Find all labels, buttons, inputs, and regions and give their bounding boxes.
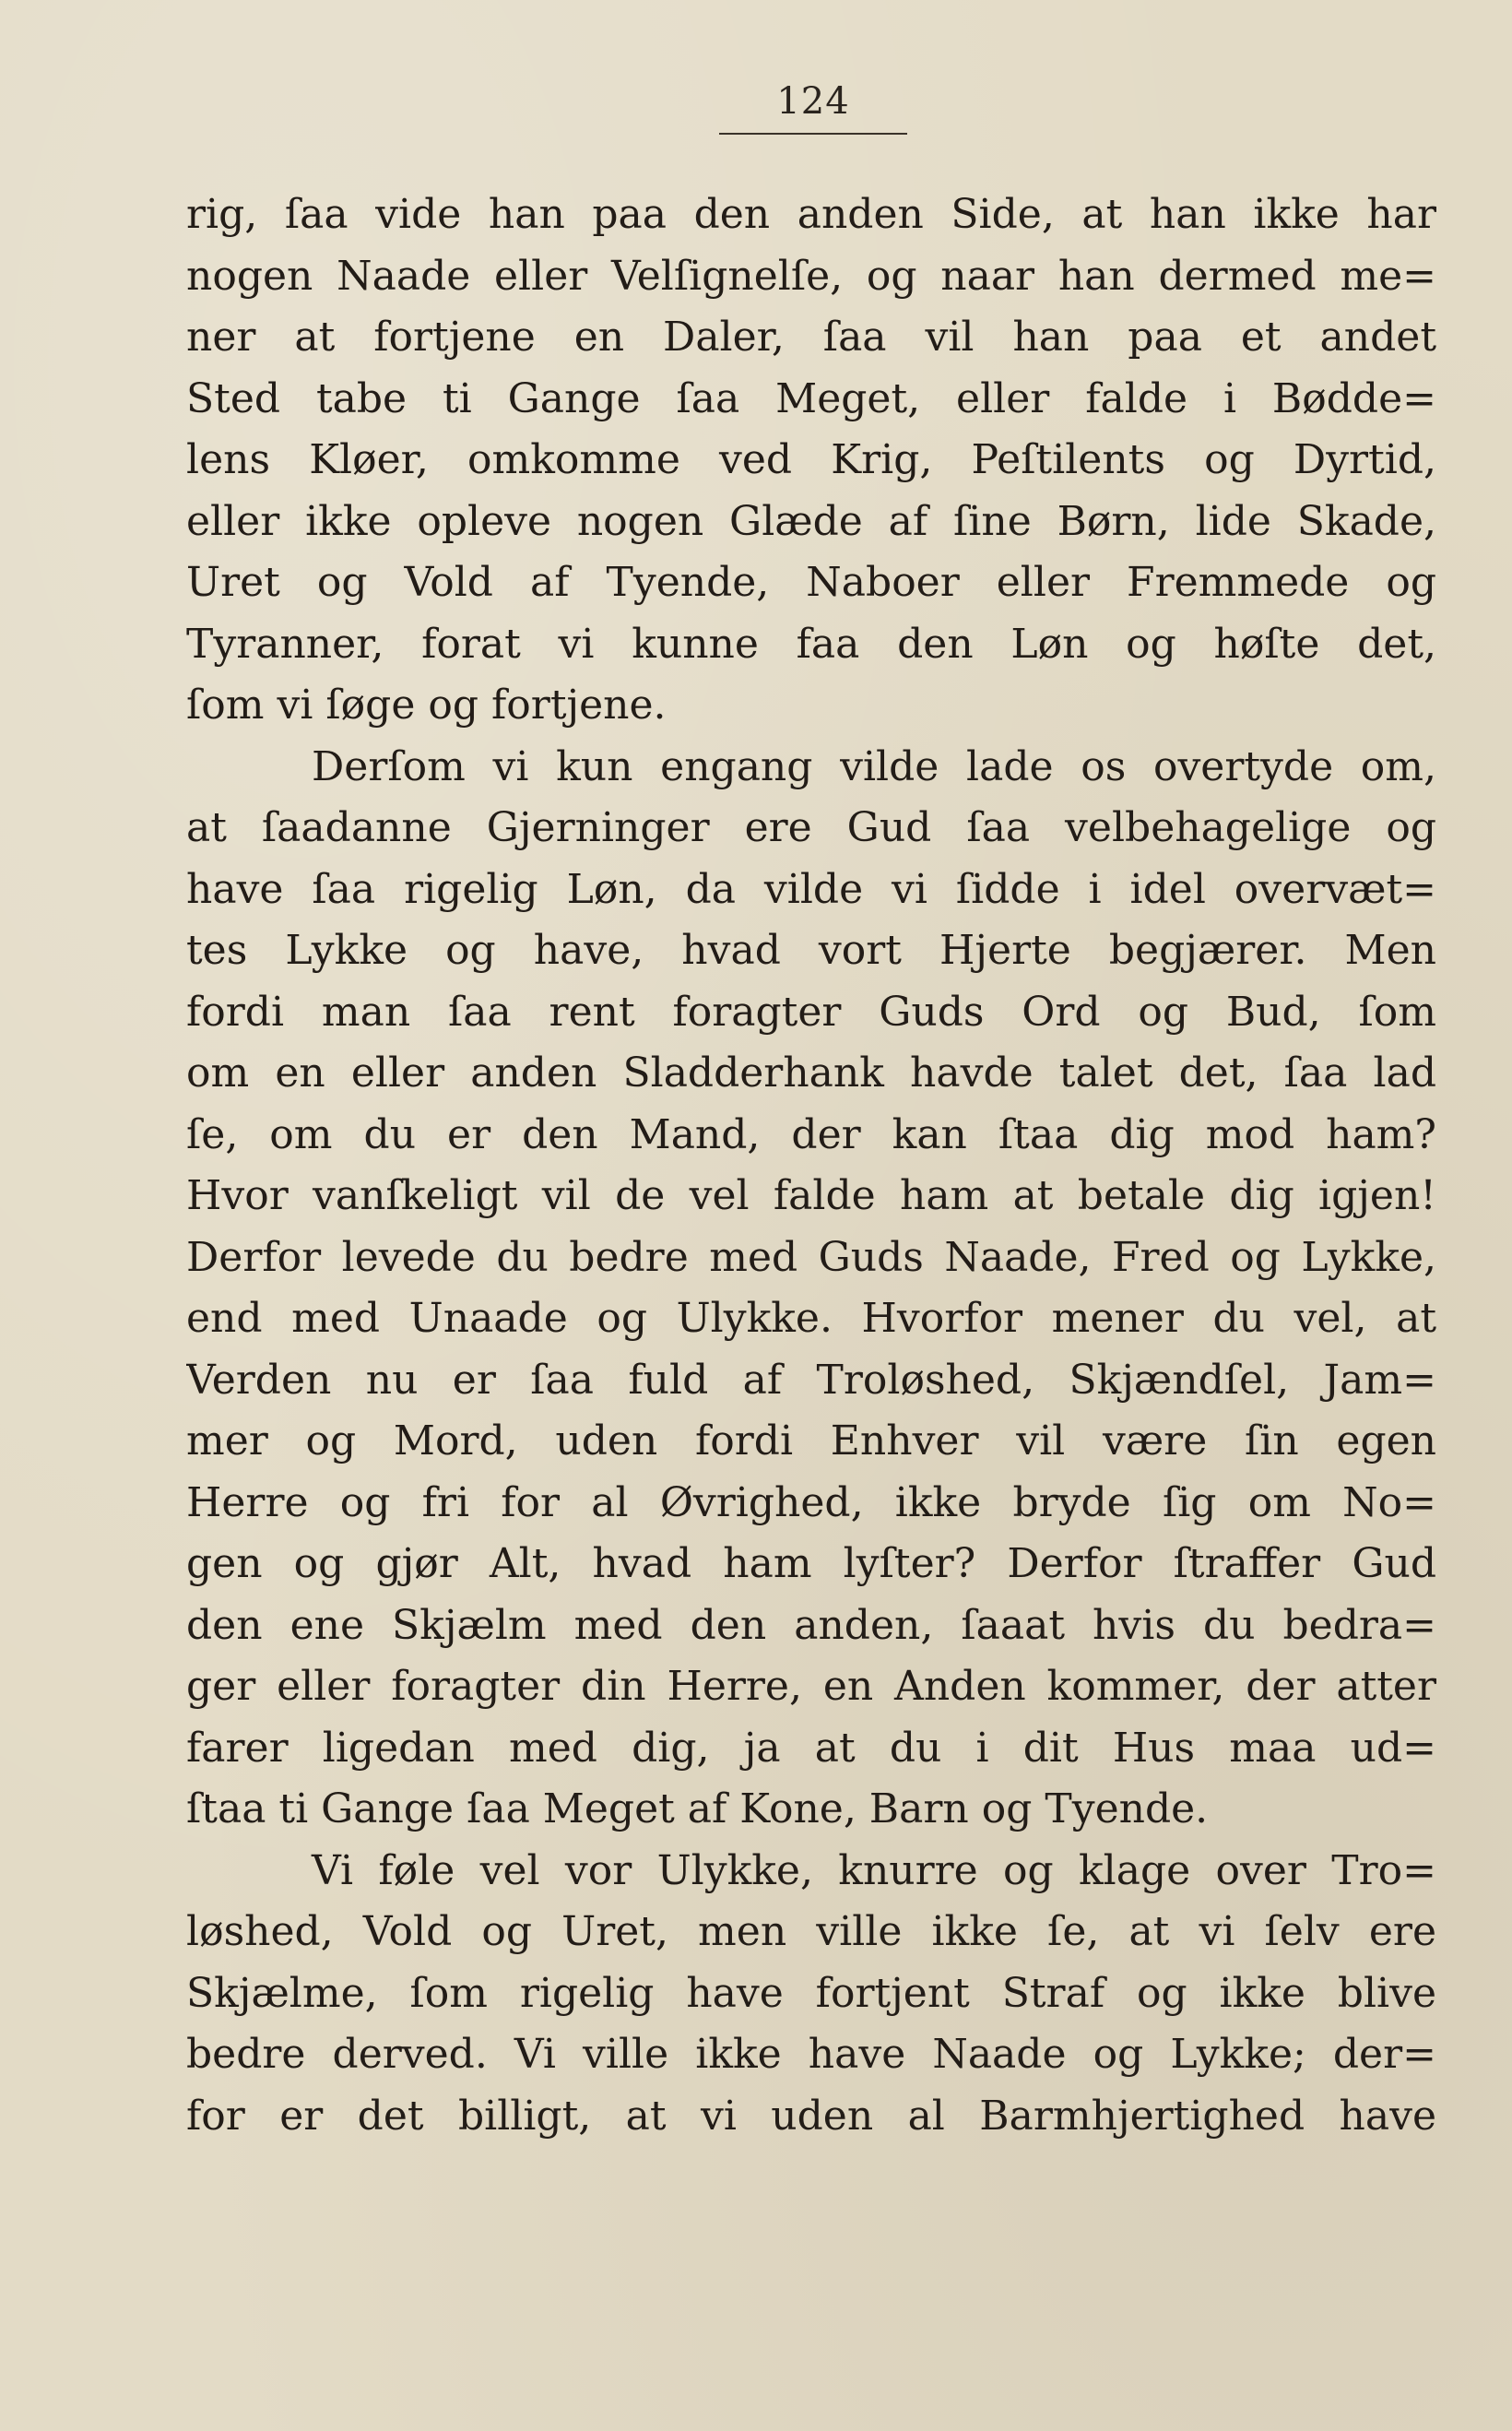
text-line: den ene Skjælm med den anden, ſaaat hvis du bedra= — [186, 1601, 1436, 1649]
text-line: Verden nu er ſaa fuld af Troløshed, Skjændſel, Jam= — [186, 1356, 1436, 1404]
text-line: lens Kløer, omkomme ved Krig, Peſtilents og Dyrtid, — [186, 436, 1436, 483]
text-line: ger eller foragter din Herre, en Anden kommer, der atter — [186, 1663, 1436, 1710]
body-text — [186, 184, 1436, 2147]
text-line: for er det billigt, at vi uden al Barmhjertighed have — [186, 2092, 1436, 2140]
text-line: om en eller anden Sladderhank havde talet det, ſaa lad — [186, 1049, 1436, 1097]
text-line: mer og Mord, uden fordi Enhver vil være ſin egen — [186, 1417, 1436, 1465]
text-line: Herre og fri for al Øvrighed, ikke bryde ſig om No= — [186, 1478, 1436, 1526]
text-line: ner at fortjene en Daler, ſaa vil han paa et andet — [186, 314, 1436, 361]
text-line: gen og gjør Alt, hvad ham lyſter? Derfor ſtraffer Gud — [186, 1540, 1436, 1587]
text-line: have ſaa rigelig Løn, da vilde vi ſidde i idel overvæt= — [186, 865, 1436, 913]
text-line: Skjælme, ſom rigelig have fortjent Straf og ikke blive — [186, 1969, 1436, 2017]
text-line: tes Lykke og have, hvad vort Hjerte begjærer. Men — [186, 927, 1436, 974]
paragraph-end-line: ſom vi ſøge og fortjene. — [186, 682, 667, 729]
text-line: løshed, Vold og Uret, men ville ikke ſe, at vi ſelv ere — [186, 1908, 1436, 1955]
paragraph-end-line: ſtaa ti Gange ſaa Meget af Kone, Barn og Tyende. — [186, 1785, 1209, 1832]
text-line: bedre derved. Vi ville ikke have Naade og Lykke; der= — [186, 2031, 1436, 2078]
text-line: Tyranner, forat vi kunne faa den Løn og høſte det, — [186, 620, 1436, 668]
page-header — [719, 79, 907, 135]
text-line: nogen Naade eller Velſignelſe, og naar han dermed me= — [186, 252, 1436, 300]
text-line: Uret og Vold af Tyende, Naboer eller Fremmede og — [186, 559, 1436, 606]
text-line: fordi man ſaa rent foragter Guds Ord og Bud, ſom — [186, 988, 1436, 1036]
page-number: 124 — [776, 80, 850, 123]
text-line: Derfor levede du bedre med Guds Naade, Fred og Lykke, — [186, 1233, 1436, 1281]
text-line: farer ligedan med dig, ja at du i dit Hus maa ud= — [186, 1724, 1436, 1772]
text-line: eller ikke opleve nogen Glæde af ſine Børn, lide Skade, — [186, 497, 1436, 545]
text-line: ſe, om du er den Mand, der kan ſtaa dig mod ham? — [186, 1110, 1436, 1158]
text-line: Sted tabe ti Gange ſaa Meget, eller falde i Bødde= — [186, 374, 1436, 422]
text-line: end med Unaade og Ulykke. Hvorfor mener du vel, at — [186, 1295, 1436, 1342]
header-rule — [719, 133, 907, 135]
text-line: rig, ſaa vide han paa den anden Side, at han ikke har — [186, 191, 1436, 238]
paragraph-start-line: Derſom vi kun engang vilde lade os overtyde om, — [312, 742, 1436, 790]
text-line: Hvor vanſkeligt vil de vel falde ham at betale dig igjen! — [186, 1172, 1436, 1219]
text-line: at ſaadanne Gjerninger ere Gud ſaa velbehagelige og — [186, 804, 1436, 851]
paragraph-start-line: Vi føle vel vor Ulykke, knurre og klage over Tro= — [312, 1846, 1436, 1894]
